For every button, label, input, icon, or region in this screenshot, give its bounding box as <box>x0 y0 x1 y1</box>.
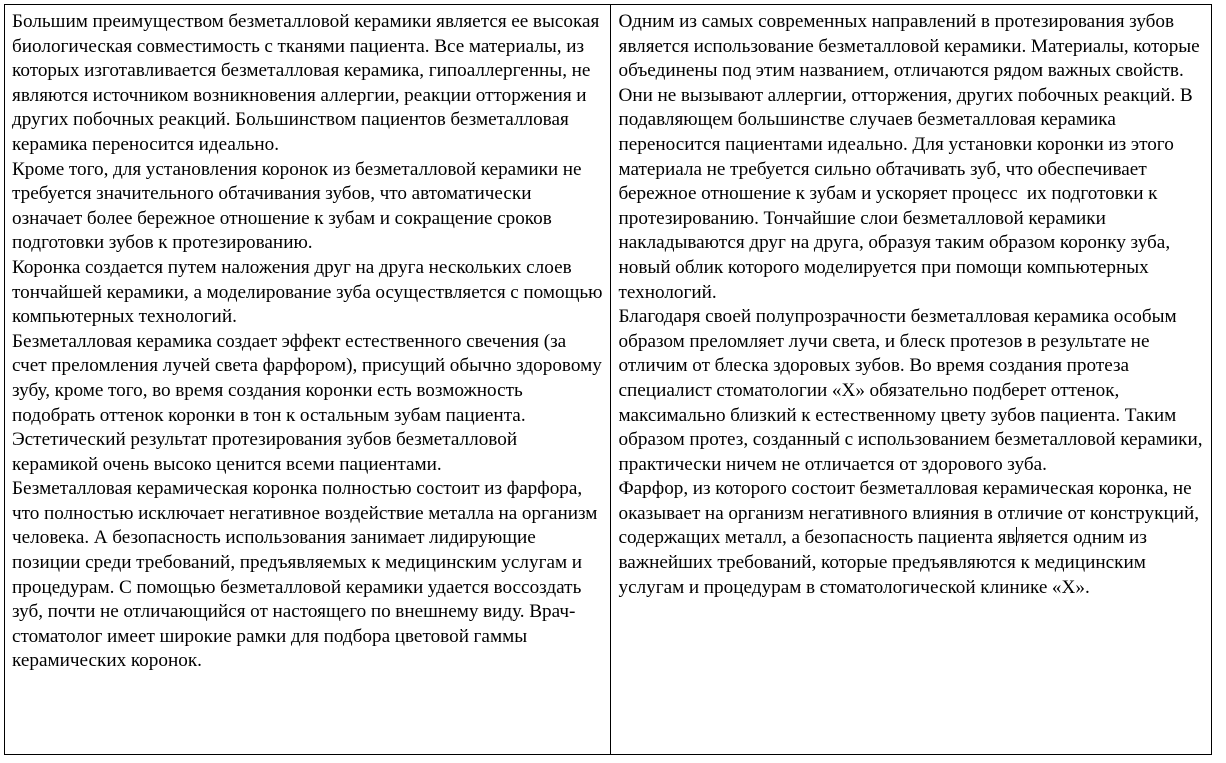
paragraph-text-before-caret: Фарфор, из которого состоит безметалловая керамическая коронка, не оказывает на организм негативного влияния в отличие от конструкций, содержащих металл, а безопасность пациента яв <box>618 478 1204 549</box>
paragraph: Безметалловая керамическая коронка полностью состоит из фарфора, что полностью исключает негативное воздействие металла на организм человека. А безопасность использования занимает лидирующие позиции среди требований, предъявляемых к медицинским услугам и процедурам. С помощью безметалловой керамики удается воссоздать зуб, почти не отличающийся от настоящего по внешнему виду. Врач-стоматолог имеет широкие рамки для подбора цветовой гаммы керамических коронок. <box>12 478 603 672</box>
paragraph-with-caret <box>619 477 1210 600</box>
paragraph: Благодаря своей полупрозрачности безметалловая керамика особым образом преломляет лучи света, и блеск протезов в результате не отличим от блеска здоровых зубов. Во время создания протеза специалист стоматологии «Х» обязательно подберет оттенок, максимально близкий к естественному цвету зубов пациента. Таким образом протез, созданный с использованием безметалловой керамики, практически ничем не отличается от здорового зуба. <box>618 306 1208 475</box>
two-column-table <box>4 4 1212 755</box>
table-cell-left[interactable] <box>5 5 611 754</box>
table-cell-right[interactable] <box>611 5 1212 754</box>
paragraph: Большим преимуществом безметалловой керамики является ее высокая биологическая совместимость с тканями пациента. Все материалы, из которых изготавливается безметалловая керамика, гипоаллергенны, не являются источником возникновения аллергии, реакции отторжения и других побочных реакций. Большинством пациентов безметалловая керамика переносится идеально. <box>12 11 604 155</box>
paragraph: Кроме того, для установления коронок из безметалловой керамики не требуется значительного обтачивания зубов, что автоматически означает более бережное отношение к зубам и сокращение сроков подготовки зубов к протезированию. <box>12 158 587 254</box>
paragraph-text-after-caret: ляется одним из важнейших требований, которые предъявляются к медицинским услугам и процедурам в стоматологической клинике «Х». <box>618 527 1152 598</box>
paragraph: Одним из самых современных направлений в протезирования зубов является использование безметалловой керамики. Материалы, которые объединены под этим названием, отличаются рядом важных свойств. Они не вызывают аллергии, отторжения, других побочных реакций. В подавляющем большинстве случаев безметалловая керамика переносится пациентами идеально. Для установки коронки из этого материала не требуется сильно обтачивать зуб, что обеспечивает бережное отношение к зубам и ускоряет процесс их подготовки к протезированию. Тончайшие слои безметалловой керамики накладываются друг на друга, образуя таким образом коронку зуба, новый облик которого моделируется при помощи компьютерных технологий. <box>618 11 1205 303</box>
paragraph: Коронка создается путем наложения друг на друга нескольких слоев тончайшей керамики, а моделирование зуба осуществляется с помощью компьютерных технологий. <box>12 256 608 328</box>
paragraph: Безметалловая керамика создает эффект естественного свечения (за счет преломления лучей света фарфором), присущий обычно здоровому зубу, кроме того, во время создания коронки есть возможность подобрать оттенок коронки в тон к остальным зубам пациента. Эстетический результат протезирования зубов безметалловой керамикой очень высоко ценится всеми пациентами. <box>12 330 607 475</box>
